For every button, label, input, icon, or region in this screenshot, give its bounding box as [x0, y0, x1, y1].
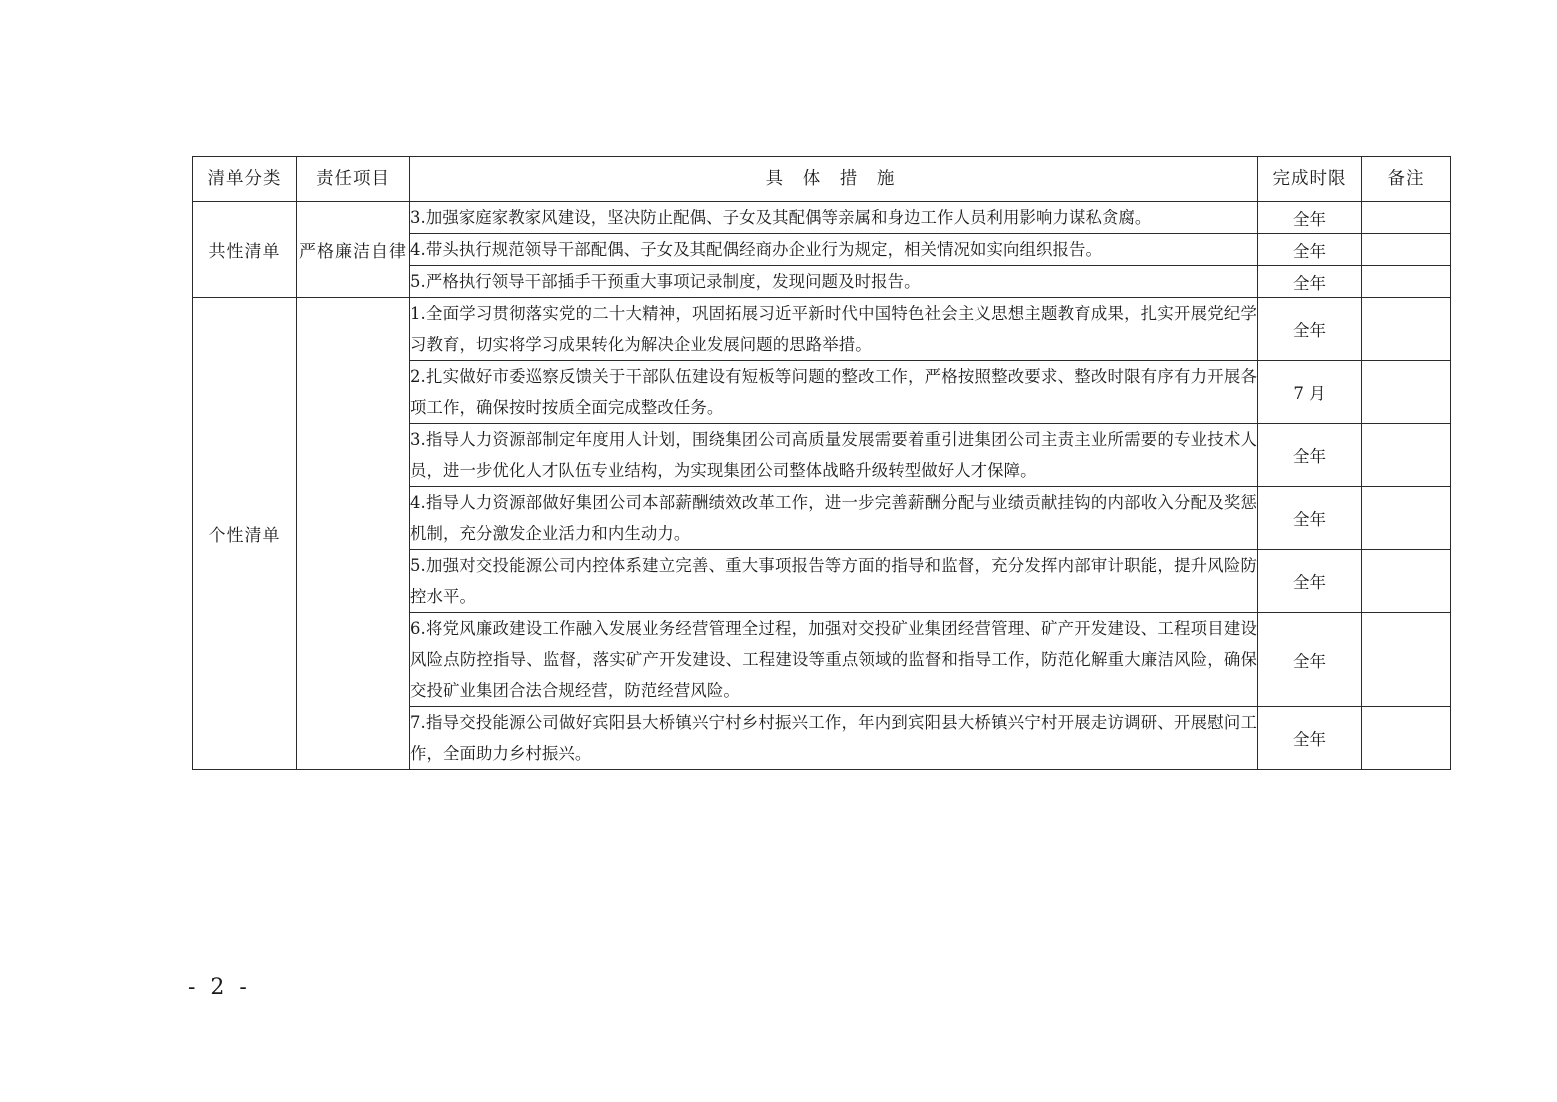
column-header-deadline: 完成时限: [1258, 157, 1362, 202]
cell-measure: 4.指导人力资源部做好集团公司本部薪酬绩效改革工作，进一步完善薪酬分配与业绩贡献挂钩的内部收入分配及奖惩机制，充分激发企业活力和内生动力。: [410, 487, 1258, 550]
cell-note: [1362, 202, 1451, 234]
cell-deadline: 全年: [1258, 234, 1362, 266]
responsibility-list-table: [192, 156, 1451, 770]
cell-note: [1362, 550, 1451, 613]
cell-responsibility-item-empty: [297, 298, 410, 770]
cell-deadline: 全年: [1258, 613, 1362, 707]
cell-deadline: 全年: [1258, 487, 1362, 550]
cell-measure: 3.加强家庭家教家风建设，坚决防止配偶、子女及其配偶等亲属和身边工作人员利用影响力谋私贪腐。: [410, 202, 1258, 234]
cell-deadline: 7 月: [1258, 361, 1362, 424]
cell-responsibility-item-discipline: 严格廉洁自律: [297, 202, 410, 298]
cell-deadline: 全年: [1258, 424, 1362, 487]
cell-measure: 7.指导交投能源公司做好宾阳县大桥镇兴宁村乡村振兴工作，年内到宾阳县大桥镇兴宁村开展走访调研、开展慰问工作，全面助力乡村振兴。: [410, 707, 1258, 770]
cell-deadline: 全年: [1258, 298, 1362, 361]
table-row: [193, 298, 1451, 361]
cell-deadline: 全年: [1258, 550, 1362, 613]
cell-note: [1362, 424, 1451, 487]
table-row: [193, 202, 1451, 234]
cell-note: [1362, 613, 1451, 707]
cell-measure: 3.指导人力资源部制定年度用人计划，围绕集团公司高质量发展需要着重引进集团公司主责主业所需要的专业技术人员，进一步优化人才队伍专业结构，为实现集团公司整体战略升级转型做好人才保障。: [410, 424, 1258, 487]
cell-category-individual: 个性清单: [193, 298, 297, 770]
cell-note: [1362, 234, 1451, 266]
cell-note: [1362, 707, 1451, 770]
cell-measure: 1.全面学习贯彻落实党的二十大精神，巩固拓展习近平新时代中国特色社会主义思想主题教育成果，扎实开展党纪学习教育，切实将学习成果转化为解决企业发展问题的思路举措。: [410, 298, 1258, 361]
cell-note: [1362, 487, 1451, 550]
cell-measure: 5.加强对交投能源公司内控体系建立完善、重大事项报告等方面的指导和监督，充分发挥内部审计职能，提升风险防控水平。: [410, 550, 1258, 613]
column-header-category: 清单分类: [193, 157, 297, 202]
cell-deadline: 全年: [1258, 202, 1362, 234]
cell-note: [1362, 361, 1451, 424]
cell-deadline: 全年: [1258, 266, 1362, 298]
cell-category-common: 共性清单: [193, 202, 297, 298]
cell-note: [1362, 266, 1451, 298]
cell-measure: 5.严格执行领导干部插手干预重大事项记录制度，发现问题及时报告。: [410, 266, 1258, 298]
cell-measure: 6.将党风廉政建设工作融入发展业务经营管理全过程，加强对交投矿业集团经营管理、矿产开发建设、工程项目建设风险点防控指导、监督，落实矿产开发建设、工程建设等重点领域的监督和指导工作，防范化解重大廉洁风险，确保交投矿业集团合法合规经营，防范经营风险。: [410, 613, 1258, 707]
column-header-responsibility-item: 责任项目: [297, 157, 410, 202]
table-header-row: [193, 157, 1451, 202]
cell-note: [1362, 298, 1451, 361]
page-number: - 2 -: [188, 975, 251, 1000]
cell-measure: 4.带头执行规范领导干部配偶、子女及其配偶经商办企业行为规定，相关情况如实向组织报告。: [410, 234, 1258, 266]
column-header-note: 备注: [1362, 157, 1451, 202]
column-header-measures: 具 体 措 施: [410, 157, 1258, 202]
cell-measure: 2.扎实做好市委巡察反馈关于干部队伍建设有短板等问题的整改工作，严格按照整改要求、整改时限有序有力开展各项工作，确保按时按质全面完成整改任务。: [410, 361, 1258, 424]
cell-deadline: 全年: [1258, 707, 1362, 770]
